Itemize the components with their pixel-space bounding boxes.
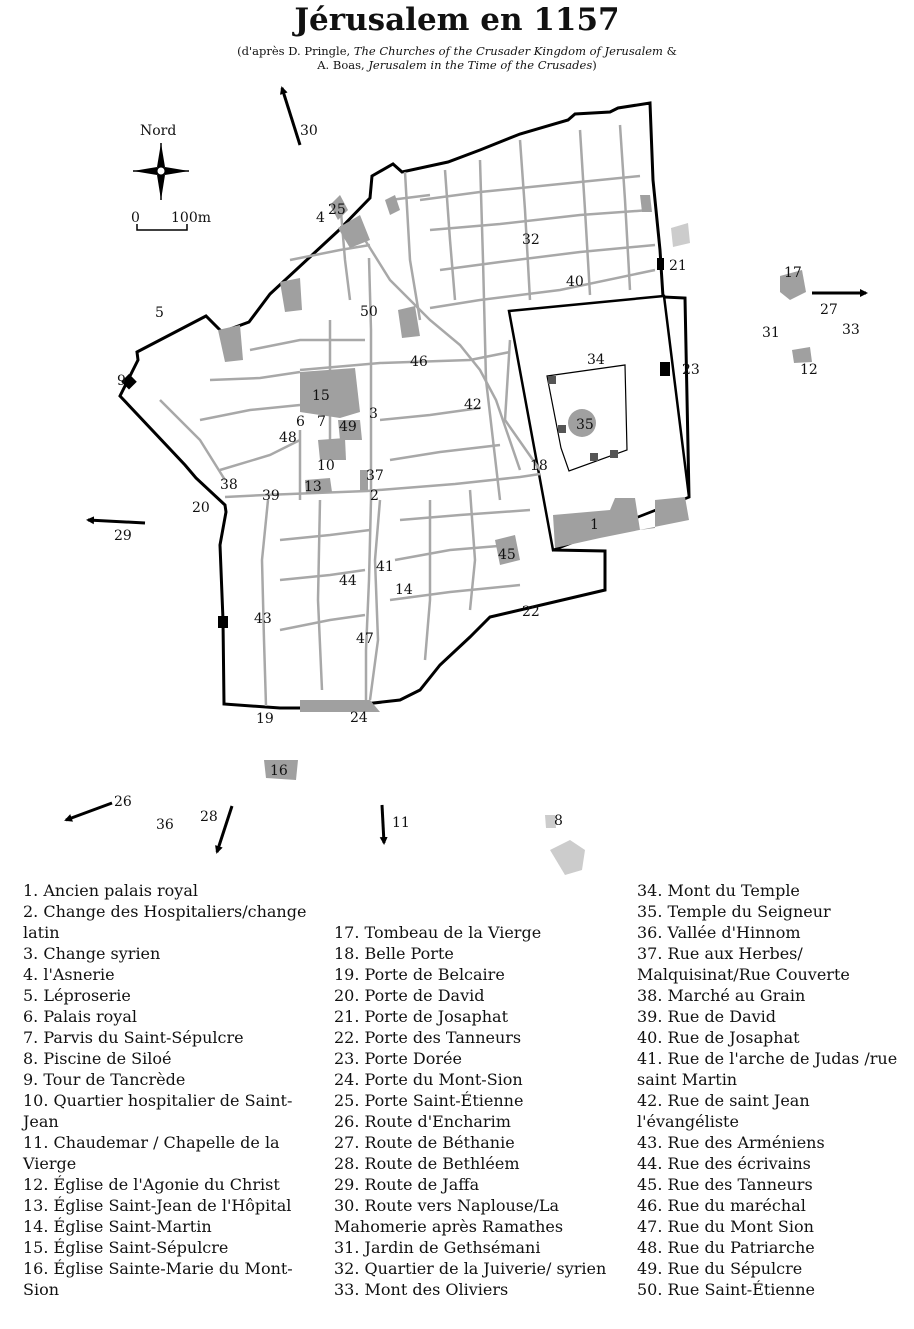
eglise-agonie-du-christ [792, 347, 812, 363]
legend-item: 1. Ancien palais royal [23, 881, 198, 900]
map-label-11: 11 [392, 815, 410, 831]
map-label-20: 20 [192, 500, 210, 516]
map-label-36: 36 [156, 817, 174, 833]
map-label-21: 21 [669, 258, 687, 274]
legend-item: 6. Palais royal [23, 1007, 137, 1026]
compass-rose-icon [133, 123, 189, 200]
map-label-28: 28 [200, 809, 218, 825]
map-label-46: 46 [410, 354, 428, 370]
map-label-40: 40 [566, 274, 584, 290]
legend-item: 46. Rue du maréchal [637, 1196, 806, 1215]
arrow-route-encharim [66, 803, 112, 820]
legend-item: 5. Léproserie [23, 986, 131, 1005]
map-label-47: 47 [356, 631, 374, 647]
map-label-12: 12 [800, 362, 818, 378]
legend-item: 40. Rue de Josaphat [637, 1028, 800, 1047]
subtitle-book-boas: Jerusalem in the Time of the Crusades [368, 58, 593, 72]
map-label-29: 29 [114, 528, 132, 544]
map-label-48: 48 [279, 430, 297, 446]
legend-item: 13. Église Saint-Jean de l'Hôpital [23, 1196, 292, 1215]
scale-end-label: 100m [171, 210, 211, 226]
legend-item: 12. Église de l'Agonie du Christ [23, 1175, 280, 1194]
legend-item: 25. Porte Saint-Étienne [334, 1091, 524, 1110]
map-label-37: 37 [366, 468, 384, 484]
eglise-saint-sepulcre [300, 368, 360, 418]
legend-item: 23. Porte Dorée [334, 1049, 462, 1068]
legend-item: 33. Mont des Oliviers [334, 1280, 509, 1299]
legend-item: 26. Route d'Encharim [334, 1112, 511, 1131]
legend-item: 29. Route de Jaffa [334, 1175, 480, 1194]
map-label-30: 30 [300, 123, 318, 139]
legend-item: 10. Quartier hospitalier de Saint-Jean [23, 1091, 293, 1131]
map-label-33: 33 [842, 322, 860, 338]
legend-item: 44. Rue des écrivains [637, 1154, 811, 1173]
map-label-31: 31 [762, 325, 780, 341]
map-label-39: 39 [262, 488, 280, 504]
map-label-5: 5 [155, 305, 164, 321]
legend-item: 48. Rue du Patriarche [637, 1238, 815, 1257]
map-label-6: 6 [296, 414, 305, 430]
legend-item: 49. Rue du Sépulcre [637, 1259, 803, 1278]
legend-item: 27. Route de Béthanie [334, 1133, 515, 1152]
map-label-50: 50 [360, 304, 378, 320]
map-label-43: 43 [254, 611, 272, 627]
subtitle-middle: & A. Boas, [317, 44, 677, 72]
legend-item: 30. Route vers Naplouse/La Mahomerie après Ramathes [334, 1196, 564, 1236]
legend-item: 21. Porte de Josaphat [334, 1007, 509, 1026]
map-label-14: 14 [395, 582, 413, 598]
map-label-24: 24 [350, 710, 368, 726]
legend-item: 38. Marché au Grain [637, 986, 806, 1005]
porte-de-josaphat-icon [657, 258, 664, 270]
arrow-chaudemar [382, 805, 384, 843]
map-label-18: 18 [530, 458, 548, 474]
legend-item: 39. Rue de David [637, 1007, 776, 1026]
map-label-3: 3 [369, 406, 378, 422]
map-label-15: 15 [312, 388, 330, 404]
legend-item: 24. Porte du Mont-Sion [334, 1070, 523, 1089]
map-label-16: 16 [270, 763, 288, 779]
legend-item: 34. Mont du Temple [637, 881, 800, 900]
legend-item: 8. Piscine de Siloé [23, 1049, 172, 1068]
map-label-9: 9 [117, 373, 126, 389]
legend-item: 36. Vallée d'Hinnom [637, 923, 801, 942]
map-title: Jérusalem en 1157 [294, 2, 620, 38]
map-label-42: 42 [464, 397, 482, 413]
legend-item: 28. Route de Bethléem [334, 1154, 520, 1173]
map-label-13: 13 [304, 479, 322, 495]
legend-item: 32. Quartier de la Juiverie/ syrien [334, 1259, 607, 1278]
map-label-2: 2 [370, 488, 379, 504]
subtitle-prefix: (d'après D. Pringle, [237, 44, 354, 58]
map-label-17: 17 [784, 265, 802, 281]
church-outside-near-21 [671, 223, 690, 247]
arrow-route-jaffa [88, 520, 145, 523]
legend-item: 35. Temple du Seigneur [637, 902, 831, 921]
map-label-4: 4 [316, 210, 325, 226]
scale-bar [131, 210, 211, 230]
map-label-25: 25 [328, 202, 346, 218]
map-label-1: 1 [590, 517, 599, 533]
legend-item: 20. Porte de David [334, 986, 485, 1005]
map-label-27: 27 [820, 302, 838, 318]
legend-column-3 [637, 880, 907, 1300]
map-label-44: 44 [339, 573, 357, 589]
map-label-10: 10 [317, 458, 335, 474]
legend-item: 9. Tour de Tancrède [23, 1070, 186, 1089]
legend-item: 37. Rue aux Herbes/ Malquisinat/Rue Couverte [637, 944, 850, 984]
legend-item: 17. Tombeau de la Vierge [334, 923, 542, 942]
legend-item: 18. Belle Porte [334, 944, 454, 963]
map-label-49: 49 [339, 419, 357, 435]
legend-item: 7. Parvis du Saint-Sépulcre [23, 1028, 244, 1047]
legend-item: 50. Rue Saint-Étienne [637, 1280, 815, 1299]
legend-item: 22. Porte des Tanneurs [334, 1028, 522, 1047]
legend-item: 4. l'Asnerie [23, 965, 115, 984]
map-label-38: 38 [220, 477, 238, 493]
map-label-19: 19 [256, 711, 274, 727]
legend-item: 3. Change syrien [23, 944, 161, 963]
map-label-26: 26 [114, 794, 132, 810]
piscine-de-siloe-pool [550, 840, 585, 875]
map-label-34: 34 [587, 352, 605, 368]
compass-north-label: Nord [140, 123, 177, 139]
legend-item: 11. Chaudemar / Chapelle de la Vierge [23, 1133, 280, 1173]
arrow-route-bethleem [217, 806, 232, 852]
porte-west-icon [218, 616, 228, 628]
legend-item: 41. Rue de l'arche de Judas /rue saint Martin [637, 1049, 898, 1089]
scale-start-label: 0 [131, 210, 140, 226]
arrow-route-naplouse [282, 88, 300, 145]
legend-item: 42. Rue de saint Jean l'évangéliste [637, 1091, 810, 1131]
legend-column-1 [23, 880, 319, 1300]
map-label-32: 32 [522, 232, 540, 248]
legend-column-2 [334, 922, 630, 1300]
legend-item: 31. Jardin de Gethsémani [334, 1238, 541, 1257]
subtitle-suffix: ) [592, 58, 597, 72]
legend-item: 47. Rue du Mont Sion [637, 1217, 814, 1236]
legend-item: 15. Église Saint-Sépulcre [23, 1238, 229, 1257]
map-label-8: 8 [554, 813, 563, 829]
map-label-35: 35 [576, 417, 594, 433]
legend-item: 45. Rue des Tanneurs [637, 1175, 813, 1194]
legend-item: 16. Église Sainte-Marie du Mont-Sion [23, 1259, 293, 1299]
porte-doree-icon [660, 362, 670, 376]
legend-item: 19. Porte de Belcaire [334, 965, 505, 984]
legend-item: 43. Rue des Arméniens [637, 1133, 825, 1152]
legend-item: 14. Église Saint-Martin [23, 1217, 212, 1236]
map-label-22: 22 [522, 604, 540, 620]
map-label-7: 7 [317, 414, 326, 430]
map-label-45: 45 [498, 547, 516, 563]
map-label-23: 23 [682, 362, 700, 378]
subtitle-book-pringle: The Churches of the Crusader Kingdom of Jerusalem [353, 44, 663, 58]
legend-item: 2. Change des Hospitaliers/change latin [23, 902, 307, 942]
map-label-41: 41 [376, 559, 394, 575]
